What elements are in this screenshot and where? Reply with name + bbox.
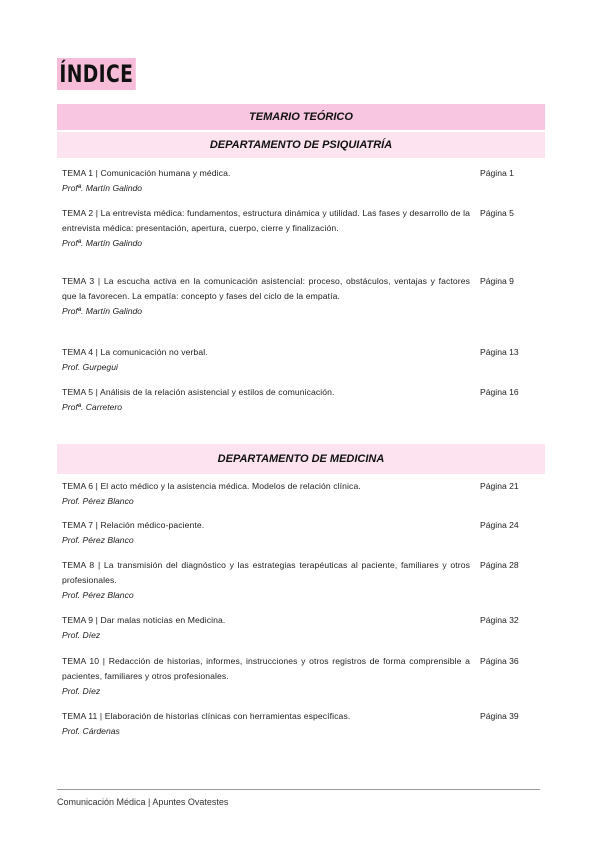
department-header-psiquiatria: DEPARTAMENTO DE PSIQUIATRÍA <box>57 132 545 158</box>
toc-entry[interactable] <box>62 385 542 414</box>
toc-entry[interactable] <box>62 558 542 602</box>
topic-title: TEMA 5 | Análisis de la relación asistencial y estilos de comunicación. <box>62 387 335 397</box>
topic-title: TEMA 7 | Relación médico-paciente. <box>62 520 205 530</box>
topic-page: Página 36 <box>480 656 519 666</box>
topic-title: TEMA 9 | Dar malas noticias en Medicina. <box>62 615 226 625</box>
topic-professor: Prof. Díez <box>62 686 101 696</box>
topic-professor: Profª. Martín Galindo <box>62 306 143 316</box>
toc-entry[interactable] <box>62 709 542 738</box>
topic-title: TEMA 3 | La escucha activa en la comunicación asistencial: proceso, obstáculos, ventajas y factores que la favorecen. La empatía: concepto y fases del ciclo de la empatía. <box>62 276 470 301</box>
topic-page: Página 1 <box>480 168 514 178</box>
page-footer: Comunicación Médica | Apuntes Ovatestes <box>57 797 229 807</box>
topic-professor: Prof. Pérez Blanco <box>62 496 134 506</box>
toc-entry[interactable] <box>62 345 542 374</box>
page-title: ÍNDICE <box>57 58 136 90</box>
topic-title: TEMA 2 | La entrevista médica: fundamentos, estructura dinámica y utilidad. Las fases y desarrollo de la entrevista médica: presentación, apertura, cuerpo, cierre y finalización. <box>62 208 470 233</box>
topic-title: TEMA 1 | Comunicación humana y médica. <box>62 168 231 178</box>
toc-entry[interactable] <box>62 518 542 547</box>
toc-entry[interactable] <box>62 613 542 642</box>
topic-page: Página 24 <box>480 520 519 530</box>
topic-title: TEMA 4 | La comunicación no verbal. <box>62 347 208 357</box>
topic-page: Página 32 <box>480 615 519 625</box>
topic-page: Página 39 <box>480 711 519 721</box>
toc-entry[interactable] <box>62 166 542 195</box>
topic-professor: Prof. Pérez Blanco <box>62 535 134 545</box>
topic-professor: Prof. Pérez Blanco <box>62 590 134 600</box>
footer-divider <box>57 789 540 790</box>
department-header-medicina: DEPARTAMENTO DE MEDICINA <box>57 444 545 474</box>
topic-professor: Prof. Díez <box>62 630 101 640</box>
topic-page: Página 21 <box>480 481 519 491</box>
topic-professor: Prof. Cárdenas <box>62 726 120 736</box>
toc-entry[interactable] <box>62 206 542 250</box>
section-header: TEMARIO TEÓRICO <box>57 104 545 130</box>
topic-professor: Prof. Gurpegui <box>62 362 118 372</box>
topic-title: TEMA 8 | La transmisión del diagnóstico y las estrategias terapéuticas al paciente, familiares y otros profesionales. <box>62 560 470 585</box>
toc-entry[interactable] <box>62 479 542 508</box>
topic-page: Página 13 <box>480 347 519 357</box>
toc-entry[interactable] <box>62 654 542 698</box>
topic-title: TEMA 10 | Redacción de historias, informes, instrucciones y otros registros de forma comprensible a pacientes, familiares y otros profesionales. <box>62 656 470 681</box>
topic-page: Página 28 <box>480 560 519 570</box>
topic-title: TEMA 6 | El acto médico y la asistencia médica. Modelos de relación clínica. <box>62 481 361 491</box>
topic-professor: Profª. Martín Galindo <box>62 238 143 248</box>
topic-professor: Profª. Carretero <box>62 402 123 412</box>
toc-entry[interactable] <box>62 274 542 318</box>
topic-title: TEMA 11 | Elaboración de historias clínicas con herramientas específicas. <box>62 711 351 721</box>
topic-professor: Profª. Martín Galindo <box>62 183 143 193</box>
topic-page: Página 16 <box>480 387 519 397</box>
topic-page: Página 9 <box>480 276 514 286</box>
topic-page: Página 5 <box>480 208 514 218</box>
